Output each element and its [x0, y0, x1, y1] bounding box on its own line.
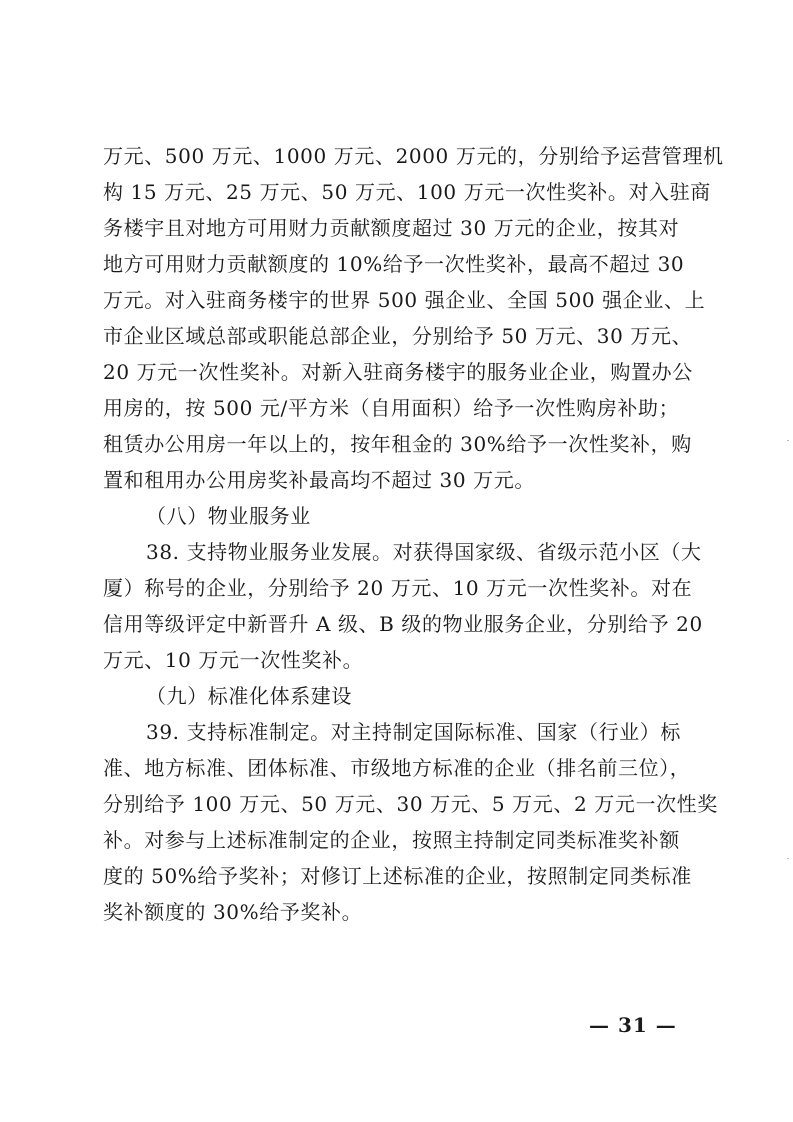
body-line: 补。对参与上述标准制定的企业，按照主持制定同类标准奖补额: [103, 828, 680, 852]
body-line: 置和租用办公用房奖补最高均不超过 30 万元。: [103, 468, 535, 492]
body-line: 20 万元一次性奖补。对新入驻商务楼宇的服务业企业，购置办公: [103, 360, 693, 384]
body-line: 奖补额度的 30%给予奖补。: [103, 900, 363, 924]
body-line: 信用等级评定中新晋升 A 级、B 级的物业服务企业，分别给予 20: [103, 612, 703, 636]
page-number: — 31 —: [589, 1013, 677, 1037]
scan-artifact: [787, 858, 789, 859]
body-line: 用房的，按 500 元/平方米（自用面积）给予一次性购房补助；: [103, 396, 680, 420]
article-first-line: 39. 支持标准制定。对主持制定国际标准、国家（行业）标: [146, 720, 681, 744]
body-line: 分别给予 100 万元、50 万元、30 万元、5 万元、2 万元一次性奖: [103, 792, 718, 816]
body-line: 万元、500 万元、1000 万元、2000 万元的，分别给予运营管理机: [103, 144, 724, 168]
body-line: 度的 50%给予奖补；对修订上述标准的企业，按照制定同类标准: [103, 864, 692, 888]
body-line: 市企业区域总部或职能总部企业，分别给予 50 万元、30 万元、: [103, 324, 693, 348]
body-line: 万元。对入驻商务楼宇的世界 500 强企业、全国 500 强企业、上: [103, 288, 706, 312]
section-heading: （八）物业服务业: [146, 504, 311, 528]
article-first-line: 38. 支持物业服务业发展。对获得国家级、省级示范小区（大: [146, 540, 702, 564]
body-line: 租赁办公用房一年以上的，按年租金的 30%给予一次性奖补，购: [103, 432, 692, 456]
body-line: 地方可用财力贡献额度的 10%给予一次性奖补，最高不超过 30: [103, 252, 685, 276]
section-heading: （九）标准化体系建设: [146, 684, 352, 708]
body-line: 厦）称号的企业，分别给予 20 万元、10 万元一次性奖补。对在: [103, 576, 693, 600]
body-line: 准、地方标准、团体标准、市级地方标准的企业（排名前三位），: [103, 756, 691, 780]
scan-artifact: [787, 440, 789, 441]
body-line: 务楼宇且对地方可用财力贡献额度超过 30 万元的企业，按其对: [103, 216, 680, 240]
body-line: 构 15 万元、25 万元、50 万元、100 万元一次性奖补。对入驻商: [103, 180, 711, 204]
body-line: 万元、10 万元一次性奖补。: [103, 648, 364, 672]
